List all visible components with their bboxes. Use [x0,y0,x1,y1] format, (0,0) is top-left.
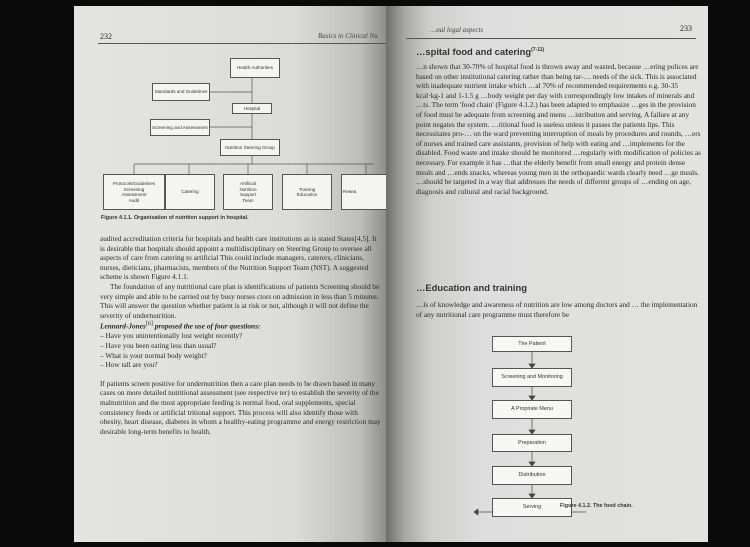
chain-step: A Propriate Menu [492,400,572,419]
chain-step: Preparation [492,434,572,452]
box-nutrition-steering-group: Nutrition Steering Group [220,139,280,156]
questions-lead: proposed the use of four questions: [152,321,261,331]
chain-step: Distribution [492,466,572,485]
chain-step: Screening and Monitoring [492,368,572,387]
section-text: …n shown that 30-70% of hospital food is thrown away and wasted, because …ering polices are based on other institutional catering rather than being tar-… needs of the sick. This is associated with inadequate nutrient intake which …al 70% of recommended requirements e.g. 30-35 kcal·kg-1 and 1-1.5 g …body weight per day with correspondingly low intakes of minerals and …ts. The term 'food chain' (Figure 4.1.2.) has been adapted to emphasize …ges in the provision of food must be adequate from screening and menu …istribution and serving. A failure at any point negates the system. …ritional food is useless unless it passes the patients lips. This necessitates pro-… on the ward preventing interruption of meals by procedures and rounds, …ers of nurses and trained care assistants, provision of help with eating and …implements for the disabled. Food waste and intake should be monitored …regularly with modification of policies as necessary. For example it has …that the elderly benefit from small energy and protein dense meals and …ends snacks, whereas young men in the orthopaedic wards clearly need …ge meals. …should be targeted in a way that addresses the needs of different groups of …ending on age, diagnosis and cultural and racial background. [416,62,701,196]
box-artificial-nutrition-support: Artificial Nutrition Support Team [223,174,273,210]
chain-step: The Patient [492,336,572,352]
questions-list [100,331,382,369]
section-heading: …spital food and catering$^{(7-11)}$ [416,46,545,57]
figure-caption: Figure 4.1.2. The food chain. [560,503,633,509]
page-number: 232 [100,32,112,41]
box-research: Resea [341,174,386,210]
food-chain-arrows [386,6,708,542]
running-head: Basics in Clinical Nu [318,32,378,40]
running-head: …nal legal aspects [430,26,484,34]
box-health-authorities: Health Authorities [230,58,280,78]
reference: (7-11) [531,46,545,53]
box-screening-assessment: Screening and Assessment [150,119,210,136]
reference: [6] [145,321,153,328]
list-item: – What is your normal body weight? [100,351,382,361]
box-standards-guidelines: Standards and Guidelines [152,83,210,101]
section-text: …ls of knowledge and awareness of nutrition are low among doctors and … the implementation of any nutritional care programme must therefore be [416,300,698,319]
paragraph: If patients screen positive for undernutrition then a care plan needs to be drawn based in many cases on more detailed nutritional assessment (see respective ter) to establish the severity of the malnutrition and the most appropriate feeding is normal food, oral supplements, special consistency feeds or artificial tritional support. This process will also identify those with obesity, heart disease, diabetes in whom a healthy-eating programme and energy restriction may desirable long-term benefits to health. [100,378,381,436]
page-number: 233 [680,24,692,33]
box-training-education: Training Education [282,174,332,210]
right-page [386,6,708,542]
lennard-jones-line [100,320,382,331]
paragraph: The foundation of any nutritional care plan is identifications of patients Screening should be very simple and able to be carried out by busy nurses ctors on admission in less than 5 minutes. This will answer the question whether patient is at risk or not, although it will not define the severity of undernutrition. [100,281,380,320]
lennard-jones-name: Lennard-Jones [100,321,146,331]
list-item: – Have you been eating less than usual? [100,341,382,351]
box-catering: Catering [165,174,215,210]
box-hospital: Hospital [232,103,272,114]
list-item: – How tall are you? [100,360,382,370]
section-heading: …Education and training [416,282,527,293]
figure-caption: Figure 4.1.1. Organisation of nutrition support in hospital. [101,215,249,221]
chain-step: Serving [492,498,572,517]
left-body-text [100,234,382,436]
list-item: – Have you unintentionally lost weight recently? [100,331,382,341]
box-protocols: Protocols/Guidelines Screening Assessment Audit [103,174,165,210]
left-page [74,6,386,542]
paragraph: audited accreditation criteria for hospitals and health care institutions as is stated States[4,5]. It is desirable that hospitals should appoint a multidisciplinary on Steering Group to oversee all aspects of care from catering to artificial This could include managers, caterers, clinicians, nurses, dieticians, pharmacists, members of the Nutrition Support Team (NST). A suggested scheme is shown Figure 4.1.1. [100,234,377,282]
